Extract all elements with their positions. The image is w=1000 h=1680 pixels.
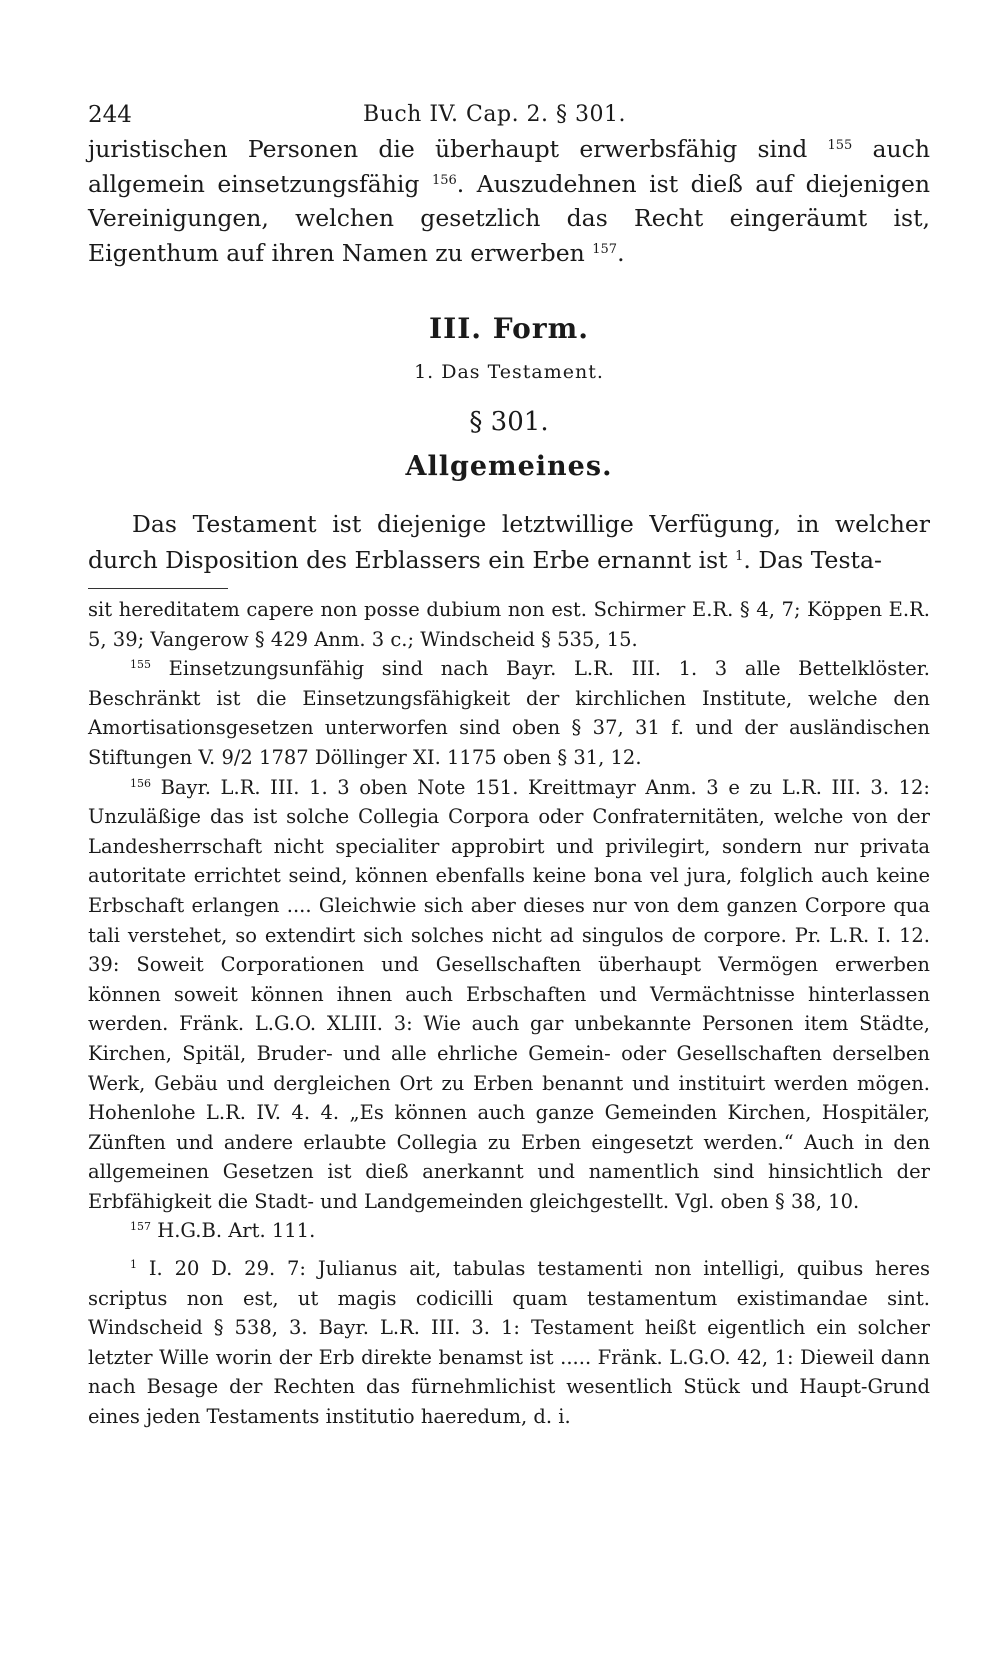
footnote-155 xyxy=(88,654,930,772)
subsection-heading: 1. Das Testament. xyxy=(414,361,604,383)
footnote-number: 156 xyxy=(130,776,151,790)
footnote-text: Einsetzungsunfähig sind nach Bayr. L.R. III. 1. 3 alle Bettelklöster. Beschränkt ist die Einsetzungsfähigkeit der kirchlichen Institute, welche den Amortisationsgesetzen unterworfen sind oben § 37, 31 f. und der ausländischen Stiftungen V. 9/2 1787 Döllinger XI. 1175 oben § 31, 12. xyxy=(88,657,930,769)
footnote-ref-1: 1 xyxy=(735,549,744,564)
footnote-text: Bayr. L.R. III. 1. 3 oben Note 151. Kreittmayr Anm. 3 e zu L.R. III. 3. 12: Unzuläßige das ist solche Collegia Corpora oder Confraternitäten, welche von der Landesherrschaft nicht specialiter approbirt und privilegirt, sondern nur privata autoritate errichtet seind, können ebenfalls keine bona vel jura, folglich auch keine Erbschaft erlangen .... Gleichwie sich aber dieses nur von dem ganzen Corpore qua tali verstehet, so extendirt sich solches nicht ad singulos de corpore. Pr. L.R. I. 12. 39: Soweit Corporationen und Gesellschaften überhaupt Vermögen erwerben können soweit können ihnen auch Erbschaften und Vermächtnisse hinterlassen werden. Fränk. L.G.O. XLIII. 3: Wie auch gar unbekannte Personen item Städte, Kirchen, Spitäl, Bruder- und alle ehrliche Gemein- oder Gesellschaften derselben Werk, Gebäu und dergleichen Ort zu Erben benannt und instituirt werden mögen. Hohenlohe L.R. IV. 4. 4. „Es können auch ganze Gemeinden Kirchen, Hospitäler, Zünften und andere erlaubte Collegia zu Erben eingesetzt werden.“ Auch in den allgemeinen Gesetzen ist dieß anerkannt und namentlich sind hinsichtlich der Erbfähigkeit die Stadt- und Landgemeinden gleichgestellt. Vgl. oben § 38, 10. xyxy=(88,775,930,1213)
footnote-156 xyxy=(88,773,930,1217)
footnote-ref-157: 157 xyxy=(592,241,618,257)
footnote-number: 155 xyxy=(130,658,151,672)
page-header xyxy=(88,92,930,132)
intro-text-segment: . Das Testa- xyxy=(743,546,882,574)
body-text-segment: . Auszudehnen ist dieß auf diejenigen Vereinigungen, welchen gesetzlich das Recht eingeräumt ist, Eigenthum auf ihren Namen zu erwerben xyxy=(88,169,931,267)
footnote-ref-155: 155 xyxy=(827,138,853,153)
page-number: 244 xyxy=(88,102,132,128)
footnote-number: 157 xyxy=(130,1220,151,1234)
body-text-segment: auch allgemein einsetzungsfähig xyxy=(88,135,930,198)
body-text-segment: . xyxy=(617,238,625,267)
running-head: Buch IV. Cap. 2. § 301. xyxy=(363,102,627,127)
footnote-continued: sit hereditatem capere non posse dubium non est. Schirmer E.R. § 4, 7; Köppen E.R. 5, 39; Vangerow § 429 Anm. 3 c.; Windscheid § 535, 15. xyxy=(88,598,930,651)
footnote-number: 1 xyxy=(130,1258,137,1272)
footnote-ref-156: 156 xyxy=(431,172,457,188)
section-heading: III. Form. xyxy=(429,312,589,345)
footnote-divider xyxy=(88,588,228,589)
footnote-157 xyxy=(88,1216,930,1246)
body-paragraph-continued xyxy=(88,132,930,270)
book-page xyxy=(88,92,930,1432)
intro-paragraph xyxy=(88,506,930,578)
footnotes xyxy=(88,595,930,1432)
body-paragraph xyxy=(88,132,930,270)
intro-text-segment: Das Testament ist diejenige letztwillige Verfügung, in welcher durch Disposition des Erblassers ein Erbe ernannt ist xyxy=(88,510,930,574)
footnote-1 xyxy=(88,1254,930,1432)
body-text-segment: juristischen Personen die überhaupt erwerbsfähig sind xyxy=(88,135,828,163)
paragraph-number: § 301. xyxy=(469,407,549,437)
paragraph-title: Allgemeines. xyxy=(405,451,613,482)
footnote-text: I. 20 D. 29. 7: Julianus ait, tabulas testamenti non intelligi, quibus heres scriptus non est, ut magis codicilli quam testamentum existimandae sint. Windscheid § 538, 3. Bayr. L.R. III. 3. 1: Testament heißt eigentlich ein solcher letzter Wille worin der Erb direkte benamst ist ..... Fränk. L.G.O. 42, 1: Dieweil dann nach Besage der Rechten das fürnehmlichist wesentlich Stück und Haupt-Grund eines jeden Testaments institutio haeredum, d. i. xyxy=(88,1257,930,1429)
footnote-text: H.G.B. Art. 111. xyxy=(151,1219,316,1243)
